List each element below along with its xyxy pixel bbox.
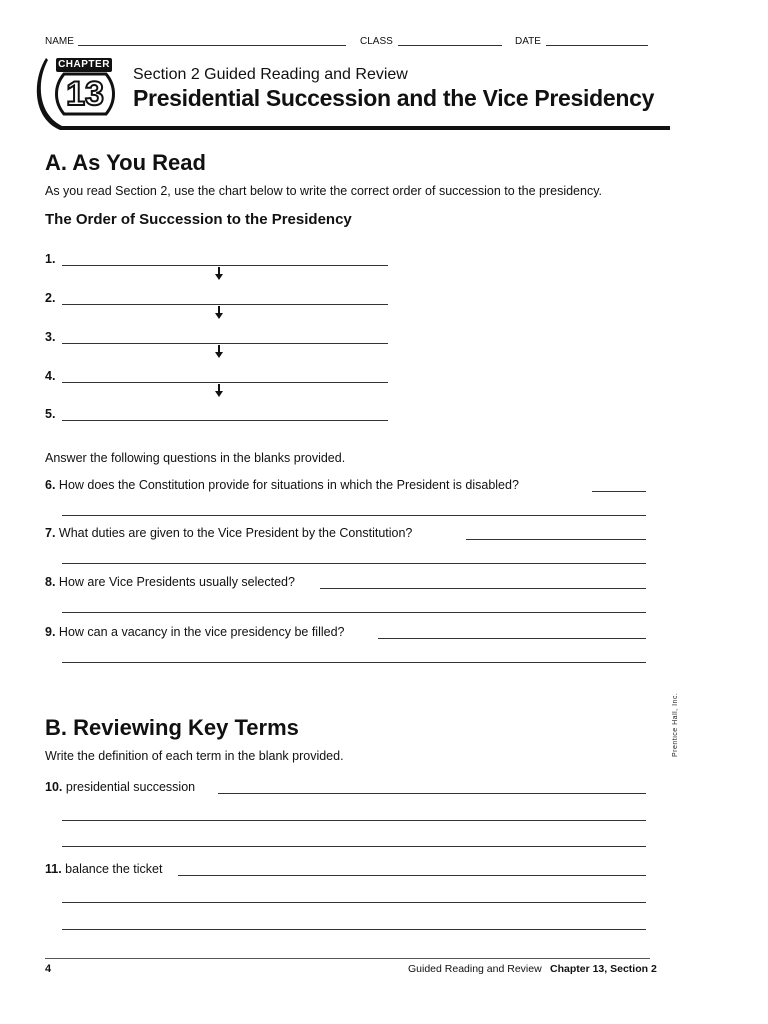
chart-heading: The Order of Succession to the Presidency	[45, 211, 352, 228]
question-8	[45, 575, 295, 589]
question-8-number: 8.	[45, 575, 56, 589]
definition-10-blank-a[interactable]	[218, 793, 646, 794]
order-blank-1[interactable]	[62, 265, 388, 266]
term-11-text: balance the ticket	[65, 862, 163, 876]
part-a-heading: A. As You Read	[45, 150, 206, 175]
term-11-number: 11.	[45, 862, 62, 876]
section-title: Presidential Succession and the Vice Presidency	[133, 85, 655, 111]
definition-10-blank-b[interactable]	[62, 820, 646, 821]
question-6-number: 6.	[45, 478, 56, 492]
chapter-number: 13	[66, 75, 104, 113]
section-subtitle: Section 2 Guided Reading and Review	[133, 66, 408, 83]
order-blank-5[interactable]	[62, 420, 388, 421]
definition-11-blank-a[interactable]	[178, 875, 646, 876]
order-number-2: 2.	[45, 291, 56, 305]
order-number-5: 5.	[45, 407, 56, 421]
answer-6-blank-b[interactable]	[62, 515, 646, 516]
footer-chapter-ref: Chapter 13, Section 2	[550, 963, 657, 975]
chapter-badge	[50, 56, 120, 116]
order-blank-3[interactable]	[62, 343, 388, 344]
answer-9-blank-a[interactable]	[378, 638, 646, 639]
term-10-text: presidential succession	[65, 780, 196, 794]
term-10-number: 10.	[45, 780, 63, 794]
class-label: CLASS	[360, 36, 393, 47]
term-11	[45, 862, 162, 876]
order-blank-2[interactable]	[62, 304, 388, 305]
question-6	[45, 478, 519, 492]
part-a-instructions: As you read Section 2, use the chart below to write the correct order of succession to the presidency.	[45, 184, 603, 198]
question-9-number: 9.	[45, 625, 56, 639]
class-field[interactable]	[398, 45, 502, 46]
page-number: 4	[45, 963, 52, 975]
question-6-text: How does the Constitution provide for situations in which the President is disabled?	[58, 478, 519, 492]
definition-11-blank-c[interactable]	[62, 929, 646, 930]
answer-8-blank-b[interactable]	[62, 612, 646, 613]
footer-book-title: Guided Reading and Review	[408, 963, 542, 975]
definition-11-blank-b[interactable]	[62, 902, 646, 903]
question-9-text: How can a vacancy in the vice presidency be filled?	[58, 625, 345, 639]
order-number-1: 1.	[45, 252, 56, 266]
order-number-4: 4.	[45, 369, 56, 383]
date-label: DATE	[515, 36, 541, 47]
date-field[interactable]	[546, 45, 648, 46]
term-10	[45, 780, 195, 794]
question-7	[45, 526, 412, 540]
definition-10-blank-c[interactable]	[62, 846, 646, 847]
copyright-side-text: Prentice Hall, Inc.	[672, 692, 679, 757]
questions-intro: Answer the following questions in the blanks provided.	[45, 451, 346, 465]
chapter-label: CHAPTER	[58, 59, 110, 70]
part-b-heading: B. Reviewing Key Terms	[45, 715, 299, 740]
question-9	[45, 625, 345, 639]
part-b-instructions: Write the definition of each term in the blank provided.	[45, 749, 344, 763]
footer-rule	[45, 958, 650, 959]
answer-9-blank-b[interactable]	[62, 662, 646, 663]
question-8-text: How are Vice Presidents usually selected?	[58, 575, 295, 589]
answer-8-blank-a[interactable]	[320, 588, 646, 589]
order-blank-4[interactable]	[62, 382, 388, 383]
answer-6-blank-a[interactable]	[592, 491, 646, 492]
name-field[interactable]	[78, 45, 346, 46]
answer-7-blank-a[interactable]	[466, 539, 646, 540]
question-7-number: 7.	[45, 526, 56, 540]
name-label: NAME	[45, 36, 74, 47]
order-number-3: 3.	[45, 330, 56, 344]
question-7-text: What duties are given to the Vice President by the Constitution?	[58, 526, 413, 540]
answer-7-blank-b[interactable]	[62, 563, 646, 564]
